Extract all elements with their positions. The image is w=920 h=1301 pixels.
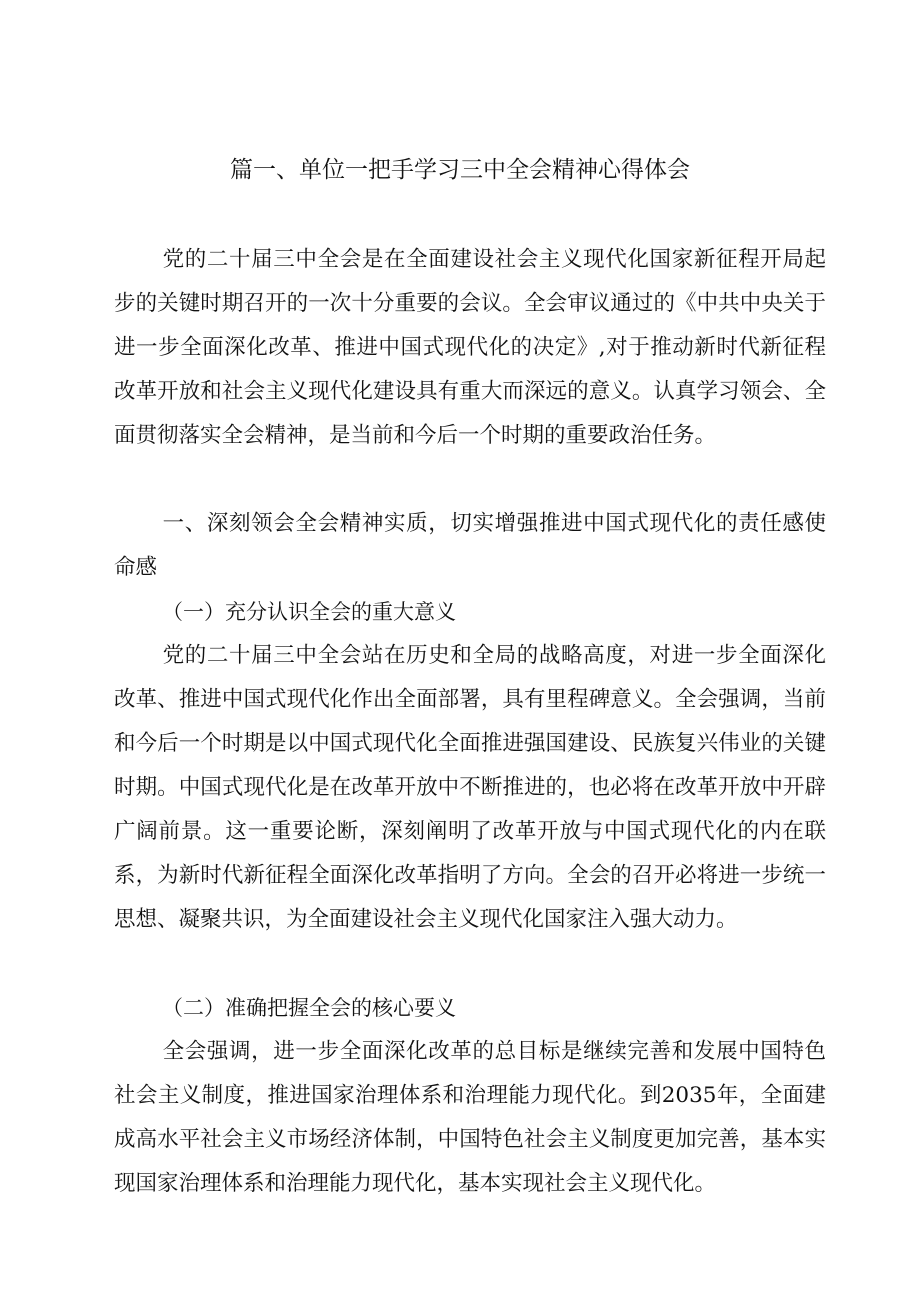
intro-paragraph: [114, 238, 826, 458]
subsection-2-title: （二）准确把握全会的核心要义: [162, 996, 456, 1020]
intro-paragraph-text: 党的二十届三中全会是在全面建设社会主义现代化国家新征程开局起步的关键时期召开的一次十分重要的会议。全会审议通过的《中共中央关于进一步全面深化改革、推进中国式现代化的决定》,对于推动新时代新征程改革开放和社会主义现代化建设具有重大而深远的意义。认真学习领会、全面贯彻落实全会精神，是当前和今后一个时期的重要政治任务。: [114, 247, 826, 448]
subsection-2-paragraph-text: 全会强调，进一步全面深化改革的总目标是继续完善和发展中国特色社会主义制度，推进国家治理体系和治理能力现代化。到2035年，全面建成高水平社会主义市场经济体制，中国特色社会主义制度更加完善，基本实现国家治理体系和治理能力现代化，基本实现社会主义现代化。: [114, 1039, 826, 1196]
section-heading: [114, 502, 826, 590]
subsection-1-paragraph: [114, 634, 826, 942]
subsection-1-paragraph-text: 党的二十届三中全会站在历史和全局的战略高度，对进一步全面深化改革、推进中国式现代化作出全面部署，具有里程碑意义。全会强调，当前和今后一个时期是以中国式现代化全面推进强国建设、民族复兴伟业的关键时期。中国式现代化是在改革开放中不断推进的，也必将在改革开放中开辟广阔前景。这一重要论断，深刻阐明了改革开放与中国式现代化的内在联系，为新时代新征程全面深化改革指明了方向。全会的召开必将进一步统一思想、凝聚共识，为全面建设社会主义现代化国家注入强大动力。: [114, 643, 826, 932]
section-heading-text: 一、深刻领会全会精神实质，切实增强推进中国式现代化的责任感使命感: [114, 511, 826, 580]
subsection-2-paragraph: [114, 1030, 826, 1206]
subsection-1-title: （一）充分认识全会的重大意义: [162, 600, 456, 624]
document-title: 篇一、单位一把手学习三中全会精神心得体会: [230, 157, 690, 183]
